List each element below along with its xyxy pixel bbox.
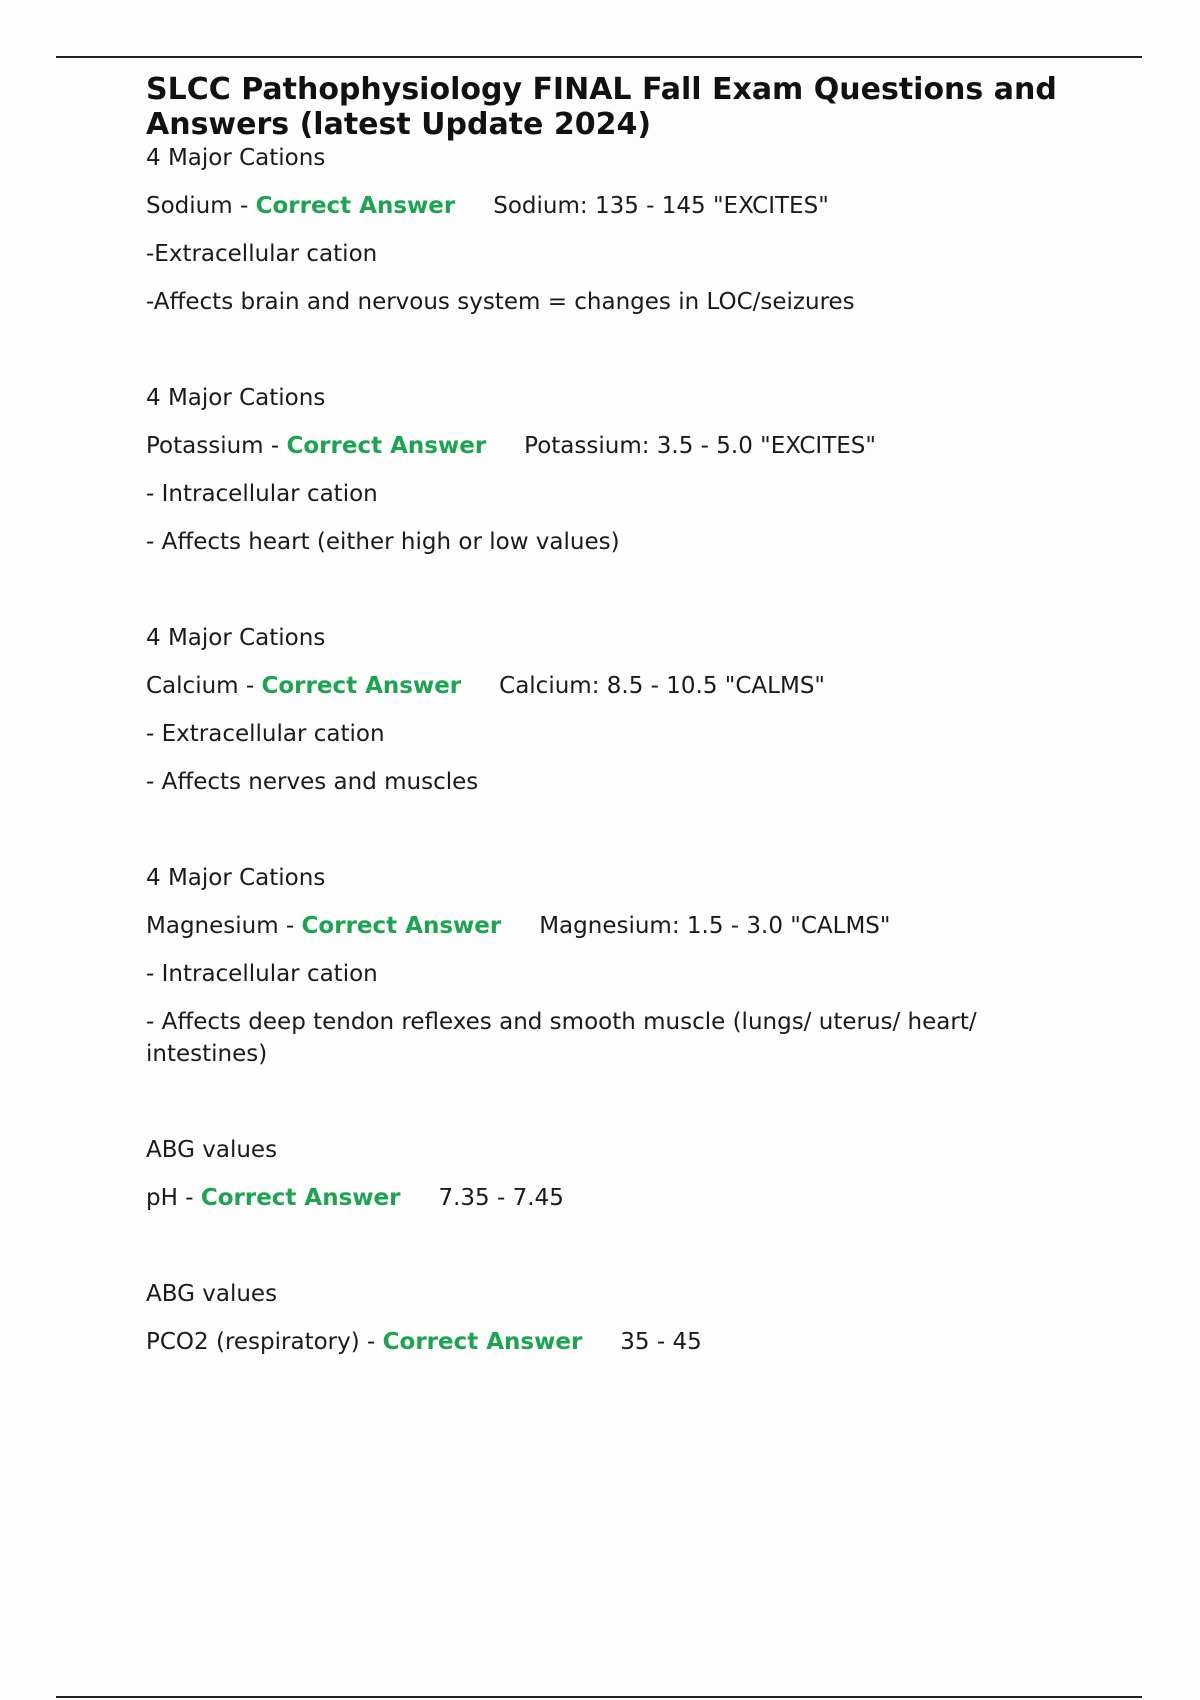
question-line <box>146 430 1086 462</box>
correct-answer-label: Correct Answer <box>255 193 456 219</box>
correct-answer-label: Correct Answer <box>200 1185 401 1211</box>
question-category: 4 Major Cations <box>146 385 326 411</box>
answer-note: -Affects brain and nervous system = changes in LOC/seizures <box>146 289 855 315</box>
question-text: Sodium - <box>146 193 249 219</box>
correct-answer-label: Correct Answer <box>261 673 462 699</box>
question-text: Potassium - <box>146 433 280 459</box>
question-line <box>146 190 1086 222</box>
answer-note: - Intracellular cation <box>146 961 378 987</box>
correct-answer-label: Correct Answer <box>382 1329 583 1355</box>
document-body <box>146 72 1086 1374</box>
question-line <box>146 670 1086 702</box>
question-category: 4 Major Cations <box>146 145 326 171</box>
top-rule <box>56 56 1142 58</box>
question-text: Magnesium - <box>146 913 295 939</box>
block-spacer <box>146 334 1086 382</box>
question-category: 4 Major Cations <box>146 865 326 891</box>
answer-note: - Affects heart (either high or low values) <box>146 529 620 555</box>
qa-item <box>146 1134 1086 1214</box>
question-category: 4 Major Cations <box>146 625 326 651</box>
correct-answer-label: Correct Answer <box>301 913 502 939</box>
qa-item <box>146 862 1086 1070</box>
block-spacer <box>146 1086 1086 1134</box>
answer-note: - Extracellular cation <box>146 721 385 747</box>
question-text: PCO2 (respiratory) - <box>146 1329 376 1355</box>
answer-text: Calcium: 8.5 - 10.5 "CALMS" <box>499 673 825 699</box>
answer-note: - Affects nerves and muscles <box>146 769 479 795</box>
qa-item <box>146 1278 1086 1358</box>
qa-item <box>146 142 1086 318</box>
answer-note: - Affects deep tendon reflexes and smooth muscle (lungs/ uterus/ heart/ intestines) <box>146 1009 984 1067</box>
question-category: ABG values <box>146 1137 278 1163</box>
qa-item <box>146 622 1086 798</box>
answer-text: Magnesium: 1.5 - 3.0 "CALMS" <box>539 913 891 939</box>
answer-note: -Extracellular cation <box>146 241 378 267</box>
qa-list <box>146 142 1086 1358</box>
answer-text: Sodium: 135 - 145 "EXCITES" <box>493 193 829 219</box>
document-title: SLCC Pathophysiology FINAL Fall Exam Questions and Answers (latest Update 2024) <box>146 72 1057 142</box>
block-spacer <box>146 574 1086 622</box>
question-line <box>146 910 1086 942</box>
question-line <box>146 1182 1086 1214</box>
bottom-rule <box>56 1696 1142 1698</box>
block-spacer <box>146 1230 1086 1278</box>
answer-note: - Intracellular cation <box>146 481 378 507</box>
qa-item <box>146 382 1086 558</box>
question-line <box>146 1326 1086 1358</box>
block-spacer <box>146 814 1086 862</box>
question-text: pH - <box>146 1185 194 1211</box>
answer-text: 35 - 45 <box>620 1329 702 1355</box>
question-text: Calcium - <box>146 673 255 699</box>
correct-answer-label: Correct Answer <box>286 433 487 459</box>
answer-text: 7.35 - 7.45 <box>438 1185 564 1211</box>
answer-text: Potassium: 3.5 - 5.0 "EXCITES" <box>524 433 876 459</box>
question-category: ABG values <box>146 1281 278 1307</box>
